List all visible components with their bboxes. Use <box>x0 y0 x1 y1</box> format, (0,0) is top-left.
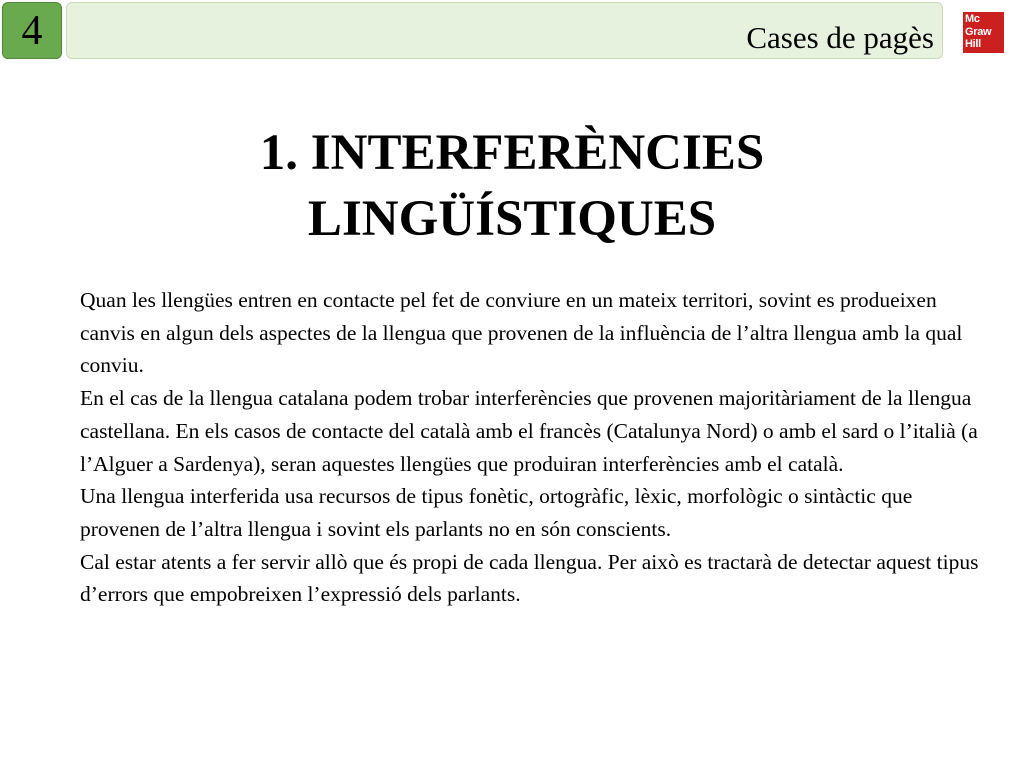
header-bar <box>66 2 943 59</box>
logo-line-3: Hill <box>965 38 981 50</box>
paragraph-1: Quan les llengües entren en contacte pel fet de conviure en un mateix territori, sovint es produeixen canvis en algun dels aspectes de la llengua que provenen de la influència de l’altra llengua amb la qual conviu. <box>80 288 963 378</box>
body-text <box>80 284 980 611</box>
paragraph-3: Una llengua interferida usa recursos de tipus fonètic, ortogràfic, lèxic, morfològic o sintàctic que provenen de l’altra llengua i sovint els parlants no en són conscients. <box>80 484 913 541</box>
section-heading-line-2: LINGÜÍSTIQUES <box>307 191 717 247</box>
logo-line-2: Graw <box>965 25 992 38</box>
paragraph-4: Cal estar atents a fer servir allò que és propi de cada llengua. Per això es tractarà de detectar aquest tipus d’errors que empobreixen l’expressió dels parlants. <box>80 549 979 607</box>
section-heading-line-1: 1. INTERFERÈNCIES <box>259 125 765 181</box>
header-title: Cases de pagès <box>746 20 934 55</box>
chapter-number-badge: 4 <box>2 2 62 59</box>
mcgraw-hill-logo <box>963 12 1004 53</box>
section-heading <box>0 120 1024 252</box>
logo-line-1: Mc <box>965 13 980 25</box>
paragraph-2: En el cas de la llengua catalana podem trobar interferències que provenen majoritàriament de la llengua castellana. En els casos de contacte del català amb el francès (Catalunya Nord) o amb el sard o l’italià (a l’Alguer a Sardenya), seran aquestes llengües que produiran interferències amb el català. <box>80 386 978 476</box>
